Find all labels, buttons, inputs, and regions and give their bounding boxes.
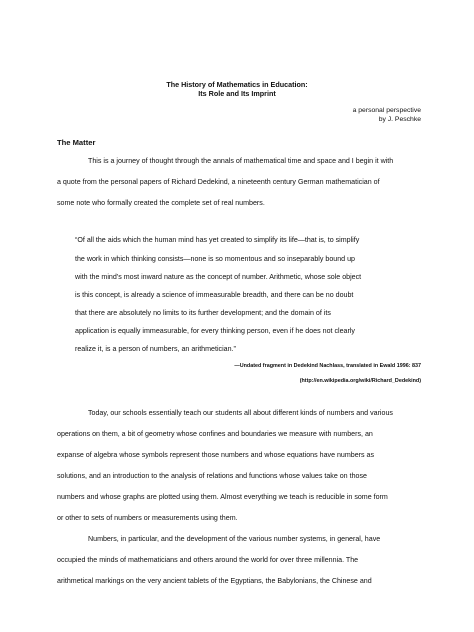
quote-line: “Of all the aids which the human mind has yet created to simplify its life—that is, to simplify	[75, 236, 360, 244]
document-subtitle: a personal perspective	[352, 107, 421, 114]
paragraph-2-line: solutions, and an introduction to the analysis of relations and functions whose values take on those	[57, 472, 367, 480]
section-heading: The Matter	[57, 138, 96, 147]
document-author: by J. Peschke	[378, 116, 421, 123]
quote-line: realize it, is a person of numbers, an arithmetician.”	[75, 345, 236, 353]
paragraph-2-line: numbers and whose graphs are plotted using them. Almost everything we teach is reducible in some form	[57, 493, 388, 501]
quote-line: with the mind’s most inward nature as the concept of number. Arithmetic, whose sole object	[75, 273, 362, 281]
paragraph-1-line: some note who formally created the complete set of real numbers.	[57, 199, 265, 207]
quote-line: is this concept, is already a science of immeasurable breadth, and there can be no doubt	[75, 291, 354, 299]
document-title-line-2: Its Role and Its Imprint	[198, 89, 276, 98]
paragraph-2-line: Today, our schools essentially teach our students all about different kinds of numbers and various	[88, 409, 393, 417]
quote-line: the work in which thinking consists—none is so momentous and so inseparably bound up	[75, 255, 355, 263]
paragraph-1-line: This is a journey of thought through the annals of mathematical time and space and I begin it with	[88, 157, 394, 165]
quote-line: that there are absolutely no limits to its further development; and the domain of its	[75, 309, 331, 317]
paragraph-3-line: occupied the minds of mathematicians and others around the world for over three millennia. The	[57, 556, 359, 564]
paragraph-2-line: or other to sets of numbers or measurements using them.	[57, 514, 238, 522]
paragraph-2-line: operations on them, a bit of geometry whose confines and boundaries we measure with numbers, an	[57, 430, 373, 438]
paragraph-3-line: Numbers, in particular, and the development of the various number systems, in general, have	[88, 535, 381, 543]
document-title-line-1: The History of Mathematics in Education:	[166, 80, 308, 89]
quote-line: application is equally immeasurable, for every thinking person, even if he does not clearly	[75, 327, 355, 335]
paragraph-1-line: a quote from the personal papers of Richard Dedekind, a nineteenth century German mathematician of	[57, 178, 380, 186]
paragraph-2-line: expanse of algebra whose symbols represent those numbers and whose equations have numbers as	[57, 451, 375, 459]
citation-source: —Undated fragment in Dedekind Nachlass, translated in Ewald 1996: 837	[234, 363, 421, 369]
citation-url: (http://en.wikipedia.org/wiki/Richard_Dedekind)	[299, 378, 421, 384]
paragraph-3-line: arithmetical markings on the very ancient tablets of the Egyptians, the Babylonians, the Chinese and	[57, 577, 372, 585]
